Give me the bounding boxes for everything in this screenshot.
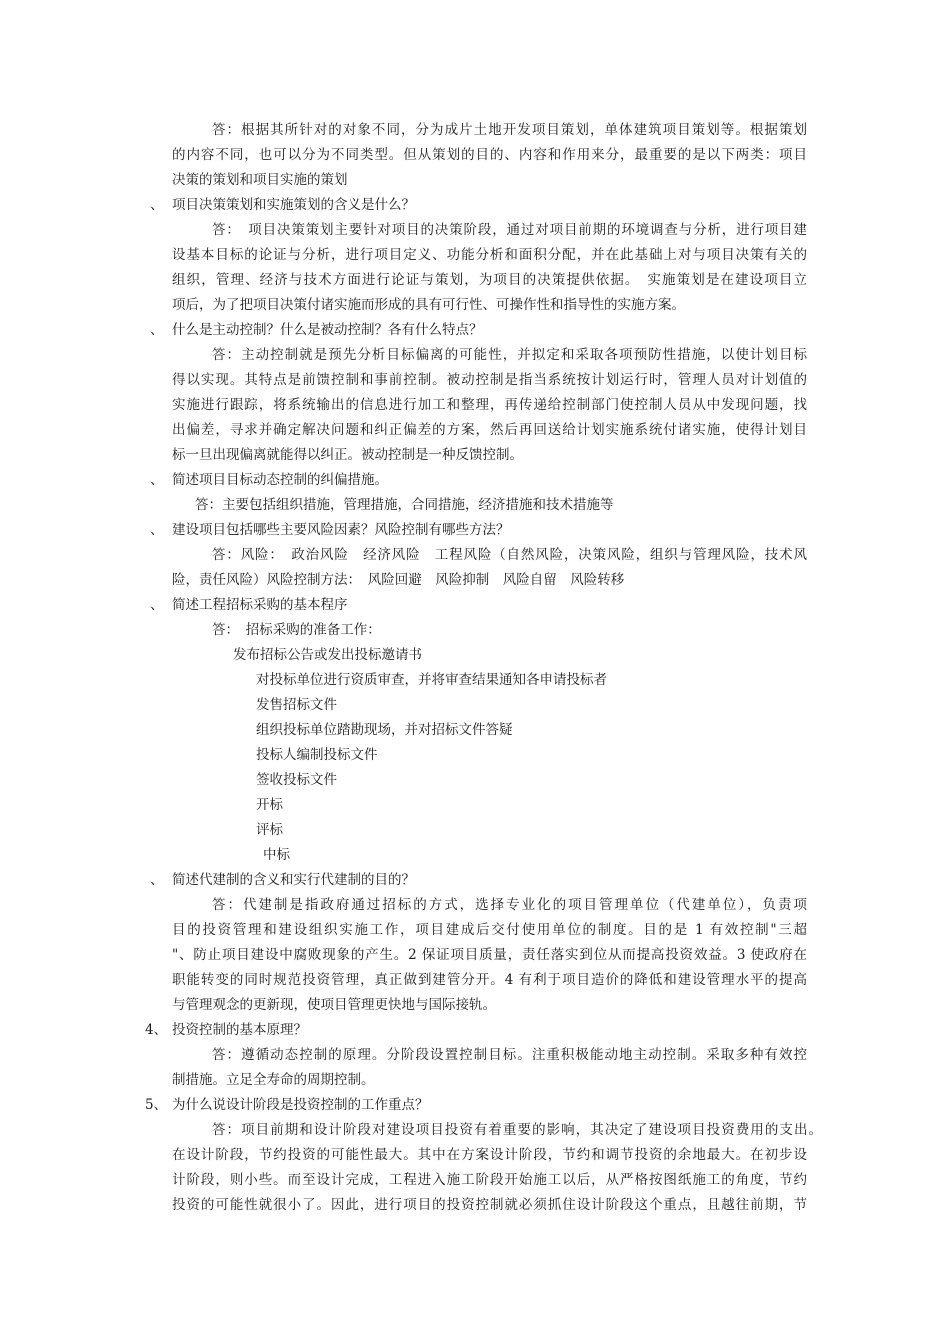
answer-line: 目的投资管理和建设组织实施工作，项目建成后交付使用单位的制度。目的是 1 有效控制"三超 (172, 922, 807, 938)
answer-line: 答： 项目决策策划主要针对项目的决策阶段，通过对项目前期的环境调查与分析，进行项目建 (212, 222, 807, 238)
answer-line: 答：主要包括组织措施，管理措施，合同措施，经济措施和技术措施等 (195, 497, 614, 513)
answer-line: 计阶段，则小些。而至设计完成，工程进入施工阶段开始施工以后，从严格按图纸施工的角度，节约 (172, 1172, 807, 1188)
answer-line: 答：风险： 政治风险 经济风险 工程风险（自然风险，决策风险，组织与管理风险，技术风 (212, 547, 807, 563)
answer-line: 标一旦出现偏离就能得以纠正。被动控制是一种反馈控制。 (172, 447, 523, 463)
answer-line: 职能转变的同时规范投资管理，真正做到建管分开。4 有利于项目造价的降低和建设管理水平的提高 (172, 972, 807, 988)
answer-line: 制措施。立足全寿命的周期控制。 (172, 1072, 375, 1088)
procedure-step: 中标 (263, 847, 290, 863)
answer-line: 设基本目标的论证与分析，进行项目定义、功能分析和面积分配，并在此基础上对与项目决策有关的 (172, 247, 807, 263)
answer-line: 答： 招标采购的准备工作： (212, 622, 381, 638)
answer-line: 的内容不同，也可以分为不同类型。但从策划的目的、内容和作用来分，最重要的是以下两类：项目 (172, 147, 807, 163)
answer-line: 投资的可能性就很小了。因此，进行项目的投资控制就必须抓住设计阶段这个重点，且越往前期，节 (172, 1197, 807, 1213)
question-marker: 、 (150, 472, 164, 488)
question-marker: 、 (150, 522, 164, 538)
question-marker: 、 (150, 322, 164, 338)
answer-line: 得以实现。其特点是前馈控制和事前控制。被动控制是指当系统按计划运行时，管理人员对计划值的 (172, 372, 807, 388)
procedure-step: 投标人编制投标文件 (256, 747, 378, 763)
answer-line: 组织，管理、经济与技术方面进行论证与策划，为项目的决策提供依据。 实施策划是在建设项目立 (172, 272, 807, 288)
question-number: 5、 (145, 1097, 168, 1113)
answer-line: 答：遵循动态控制的原理。分阶段设置控制目标。注重积极能动地主动控制。采取多种有效控 (212, 1047, 807, 1063)
procedure-step: 评标 (256, 822, 283, 838)
procedure-step: 发布招标公告或发出投标邀请书 (233, 647, 422, 663)
question-text: 简述工程招标采购的基本程序 (172, 597, 348, 613)
procedure-step: 开标 (256, 797, 283, 813)
question-text: 什么是主动控制？什么是被动控制？各有什么特点？ (172, 322, 483, 338)
answer-line: 与管理观念的更新现，使项目管理更快地与国际接轨。 (172, 997, 496, 1013)
question-text: 投资控制的基本原理？ (172, 1022, 307, 1038)
question-text: 简述项目目标动态控制的纠偏措施。 (172, 472, 388, 488)
answer-line: 出偏差，寻求并确定解决问题和纠正偏差的方案，然后再回送给计划实施系统付诸实施，使得计划目 (172, 422, 807, 438)
answer-line: "、防止项目建设中腐败现象的产生。2 保证项目质量，责任落实到位从而提高投资效益。3 使政府在 (172, 947, 807, 963)
question-text: 简述代建制的含义和实行代建制的目的？ (172, 872, 415, 888)
answer-line: 答：项目前期和设计阶段对建设项目投资有着重要的影响，其决定了建设项目投资费用的支出。 (212, 1122, 822, 1138)
question-text: 建设项目包括哪些主要风险因素？风险控制有哪些方法？ (172, 522, 510, 538)
procedure-step: 组织投标单位踏勘现场，并对招标文件答疑 (256, 722, 513, 738)
procedure-step: 发售招标文件 (256, 697, 337, 713)
answer-line: 答：根据其所针对的对象不同，分为成片土地开发项目策划，单体建筑项目策划等。根据策划 (212, 122, 807, 138)
question-text: 为什么说设计阶段是投资控制的工作重点？ (172, 1097, 429, 1113)
procedure-step: 签收投标文件 (256, 772, 337, 788)
question-marker: 、 (150, 197, 164, 213)
question-number: 4、 (145, 1022, 168, 1038)
answer-line: 答：主动控制就是预先分析目标偏离的可能性，并拟定和采取各项预防性措施，以使计划目标 (212, 347, 807, 363)
procedure-step: 对投标单位进行资质审查，并将审查结果通知各申请投标者 (256, 672, 607, 688)
answer-line: 实施进行跟踪，将系统输出的信息进行加工和整理，再传递给控制部门使控制人员从中发现问题，找 (172, 397, 807, 413)
answer-line: 险，责任风险）风险控制方法： 风险回避 风险抑制 风险自留 风险转移 (172, 572, 625, 588)
answer-line: 在设计阶段，节约投资的可能性最大。其中在方案设计阶段，节约和调节投资的余地最大。在初步设 (172, 1147, 807, 1163)
answer-line: 决策的策划和项目实施的策划 (172, 172, 348, 188)
question-marker: 、 (150, 597, 164, 613)
answer-line: 答：代建制是指政府通过招标的方式，选择专业化的项目管理单位（代建单位），负责项 (212, 897, 807, 913)
question-marker: 、 (150, 872, 164, 888)
answer-line: 项后，为了把项目决策付诸实施而形成的具有可行性、可操作性和指导性的实施方案。 (172, 297, 685, 313)
question-text: 项目决策策划和实施策划的含义是什么？ (172, 197, 415, 213)
